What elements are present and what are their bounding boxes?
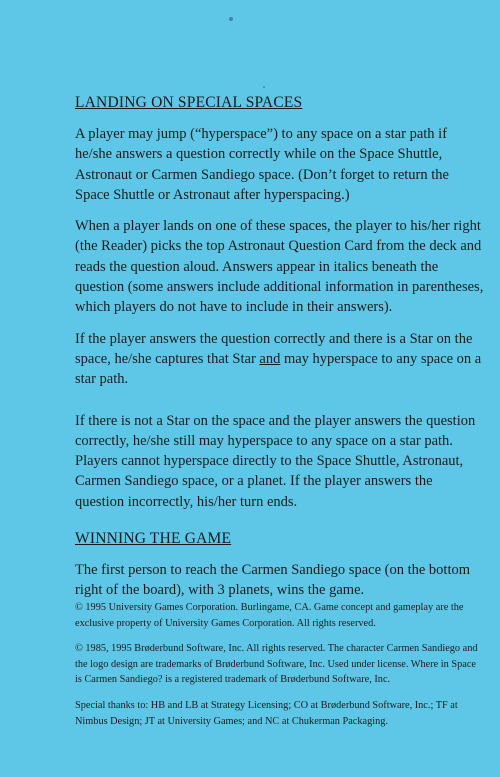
- star-text-after: may hyperspace to any space on a star path.: [75, 350, 482, 388]
- section-heading-winning: WINNING THE GAME: [75, 530, 232, 548]
- rules-content: [75, 94, 485, 612]
- paragraph-reader: When a player lands on one of these spaces, the player to his/her right (the Reader) picks the top Astronaut Question Card from the deck and reads the question aloud. Answers appear in italics beneath the question (some answers include additional information in parentheses, which players do not have to include in their answers).: [75, 218, 484, 316]
- copyright-block: [75, 600, 485, 739]
- paragraph-hyperspace: A player may jump (“hyperspace”) to any space on a star path if he/she answers a question correctly while on the Space Shuttle, Astronaut or Carmen Sandiego space. (Don’t forget to return the Space Shuttle or Astronaut after hyperspacing.): [75, 126, 449, 203]
- spacer: [75, 401, 485, 411]
- section-heading-landing: LANDING ON SPECIAL SPACES: [75, 94, 303, 111]
- special-thanks: Special thanks to: HB and LB at Strategy Licensing; CO at Brøderbund Software, Inc.; TF at Nimbus Design; JT at University Games; and NC at Chukerman Packaging.: [75, 699, 458, 727]
- paragraph-no-star: If there is not a Star on the space and the player answers the question correctly, he/she still may hyperspace to any space on a star path. Players cannot hyperspace directly to the Space Shuttle, Astronaut, Carmen Sandiego space, or a planet. If the player answers the question incorrectly, his/her turn ends.: [75, 412, 476, 510]
- copyright-university-games: © 1995 University Games Corporation. Burlingame, CA. Game concept and gameplay are the exclusive property of University Games Corporation. All rights reserved.: [75, 602, 464, 629]
- copyright-broderbund: © 1985, 1995 Brøderbund Software, Inc. All rights reserved. The character Carmen Sandiego and the logo design are trademarks of Brøderbund Software, Inc. Used under license. Where in Space is Carmen Sandiego? is a registered trademark of Brøderbund Software, Inc.: [75, 643, 478, 686]
- print-speck: [229, 17, 233, 21]
- paragraph-winning: The first person to reach the Carmen Sandiego space (on the bottom right of the board), with 3 planets, wins the game.: [75, 562, 471, 599]
- star-text-underlined: and: [259, 350, 281, 367]
- paragraph-star-capture: [75, 329, 485, 390]
- star-text-before: If the player answers the question correctly and there is a Star on the space, he/she captures that Star: [75, 330, 473, 367]
- print-speck: [263, 86, 265, 88]
